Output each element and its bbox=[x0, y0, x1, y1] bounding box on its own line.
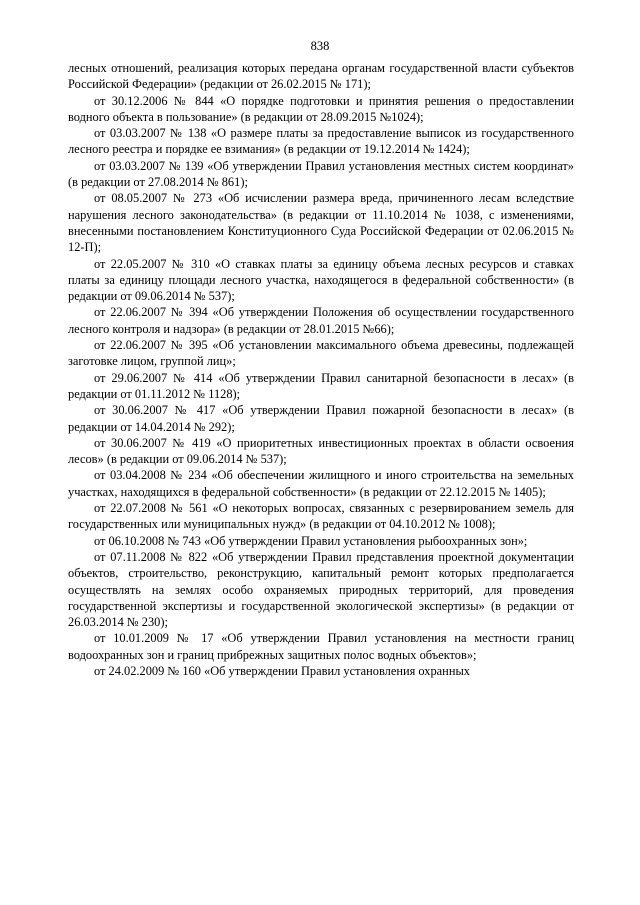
paragraph-decree-160: от 24.02.2009 № 160 «Об утверждении Правил установления охранных bbox=[94, 663, 470, 678]
paragraph-decree-417: от 30.06.2007 № 417 «Об утверждении Правил пожарной безопасности в лесах» (в редакции от 14.04.2014 № 292); bbox=[68, 403, 574, 434]
paragraph-decree-419: от 30.06.2007 № 419 «О приоритетных инвестиционных проектах в области освоения лесов» (в редакции от 09.06.2014 № 537); bbox=[68, 435, 574, 467]
paragraph-decree-743: от 06.10.2008 № 743 «Об утверждении Правил установления рыбоохранных зон»; bbox=[94, 533, 528, 548]
page-number: 838 bbox=[310, 39, 330, 53]
paragraph-decree-139: от 03.03.2007 № 139 «Об утверждении Правил установления местных систем координат» (в редакции от 27.08.2014 № 861); bbox=[68, 158, 574, 190]
paragraph-decree-822: от 07.11.2008 № 822 «Об утверждении Правил представления проектной документации объектов, строительство, реконструкцию, капитальный ремонт которых предполагается осуществлять на землях особо охраняемых природных территорий, для проведения государственной экспертизы и государственной экологической экспертизы» (в редакции от 26.03.2014 № 230); bbox=[68, 549, 574, 630]
paragraph-decree-414: от 29.06.2007 № 414 «Об утверждении Правил санитарной безопасности в лесах» (в редакции от 01.11.2012 № 1128); bbox=[68, 370, 574, 401]
paragraph-decree-844: от 30.12.2006 № 844 «О порядке подготовки и принятия решения о предоставлении водного объекта в пользование» (в редакции от 28.09.2015 №1024); bbox=[68, 93, 574, 124]
paragraph-continuation: лесных отношений, реализация которых передана органам государственной власти субъектов Российской Федерации» (редакции от 26.02.2015 № 171); bbox=[68, 61, 574, 92]
paragraph-decree-273: от 08.05.2007 № 273 «Об исчислении размера вреда, причиненного лесам вследствие нарушения лесного законодательства» (в редакции от 11.10.2014 № 1038, с изменениями, внесенными постановлением Конституционного Суда Российской Федерации от 02.06.2015 № 12-П); bbox=[68, 191, 574, 255]
paragraph-decree-395: от 22.06.2007 № 395 «Об установлении максимального объема древесины, подлежащей заготовке лицом, группой лиц»; bbox=[68, 338, 574, 369]
paragraph-decree-561: от 22.07.2008 № 561 «О некоторых вопросах, связанных с резервированием земель для государственных или муниципальных нужд» (в редакции от 04.10.2012 № 1008); bbox=[68, 501, 574, 532]
paragraph-decree-234: от 03.04.2008 № 234 «Об обеспечении жилищного и иного строительства на земельных участках, находящихся в федеральной собственности» (в редакции от 22.12.2015 № 1405); bbox=[68, 468, 574, 499]
document-body bbox=[68, 60, 574, 679]
paragraph-decree-138: от 03.03.2007 № 138 «О размере платы за предоставление выписок из государственного лесного реестра и порядке ее взимания» (в редакции от 19.12.2014 № 1424); bbox=[68, 126, 574, 157]
paragraph-decree-17: от 10.01.2009 № 17 «Об утверждении Правил установления на местности границ водоохранных зон и границ прибрежных защитных полос водных объектов»; bbox=[68, 631, 574, 662]
paragraph-decree-310: от 22.05.2007 № 310 «О ставках платы за единицу объема лесных ресурсов и ставках платы за единицу площади лесного участка, находящегося в федеральной собственности» (в редакции от 09.06.2014 № 537); bbox=[68, 256, 574, 304]
paragraph-decree-394: от 22.06.2007 № 394 «Об утверждении Положения об осуществлении государственного лесного контроля и надзора» (в редакции от 28.01.2015 №66); bbox=[68, 305, 574, 336]
